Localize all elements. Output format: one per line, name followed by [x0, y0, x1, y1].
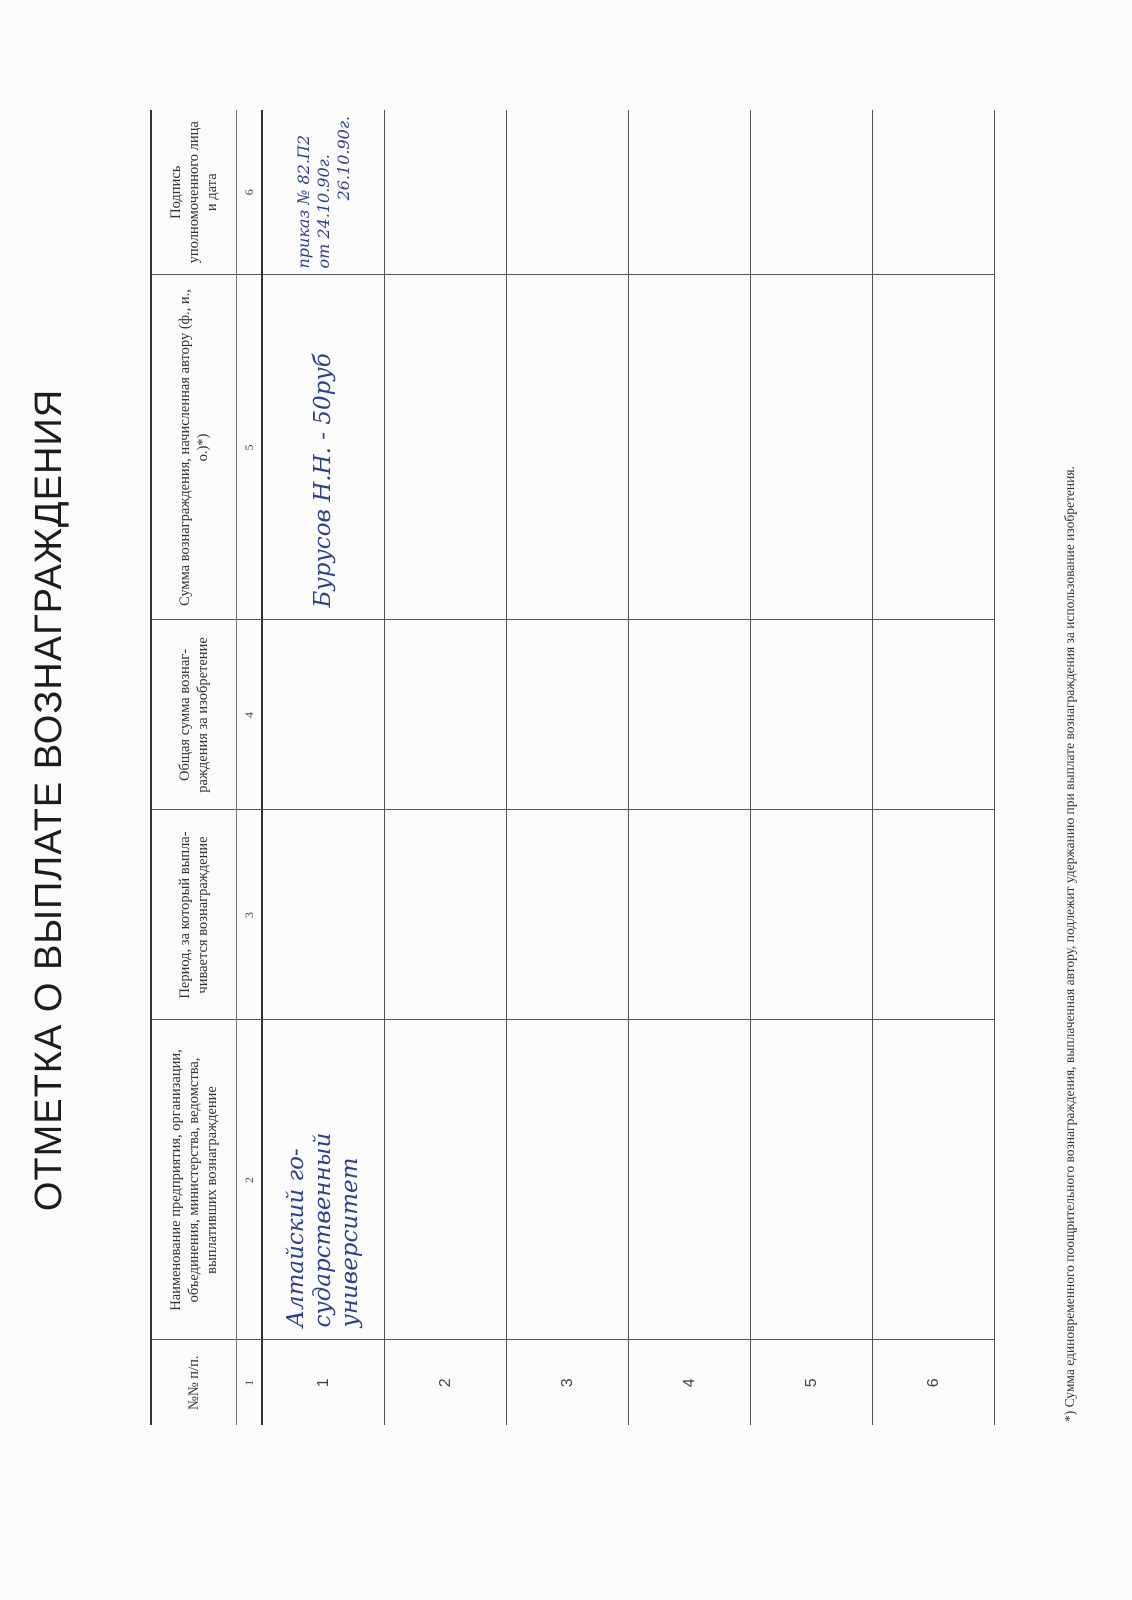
organization-cell	[385, 1020, 507, 1340]
col-number: 4	[237, 620, 263, 810]
period-cell	[629, 810, 751, 1020]
signature-cell	[629, 110, 751, 275]
signature-cell	[751, 110, 873, 275]
author-sum-cell	[385, 275, 507, 620]
author-sum-cell	[751, 275, 873, 620]
header-row	[151, 110, 237, 1425]
col-header-number: №№ п/п.	[151, 1340, 237, 1425]
organization-cell	[873, 1020, 995, 1340]
total-cell	[629, 620, 751, 810]
period-cell	[507, 810, 629, 1020]
col-header-signature: Подпись уполномоченного лица и дата	[151, 110, 237, 275]
signature-cell	[507, 110, 629, 275]
col-number: 3	[237, 810, 263, 1020]
col-number: 5	[237, 275, 263, 620]
organization-cell	[751, 1020, 873, 1340]
col-header-total: Общая сумма вознаг- раждения за изобретение	[151, 620, 237, 810]
handwritten-order-date: от 24.10.90г.	[313, 154, 333, 269]
table-row	[751, 110, 873, 1425]
period-cell	[751, 810, 873, 1020]
payment-table	[150, 110, 995, 1425]
handwritten-order-number: приказ № 82.П2	[293, 134, 313, 269]
period-cell	[262, 810, 385, 1020]
signature-cell	[262, 110, 385, 275]
organization-cell	[262, 1020, 385, 1340]
col-header-organization: Наименование предприятия, организации, объединения, министерства, ведомства, выплативших вознаграждение	[151, 1020, 237, 1340]
col-header-period: Период, за который выпла- чивается вознаграждение	[151, 810, 237, 1020]
organization-cell	[629, 1020, 751, 1340]
row-number: 3	[507, 1340, 629, 1425]
total-cell	[751, 620, 873, 810]
author-sum-cell	[262, 275, 385, 620]
col-number: 2	[237, 1020, 263, 1340]
column-number-row	[237, 110, 263, 1425]
signature-cell	[385, 110, 507, 275]
author-sum-cell	[873, 275, 995, 620]
total-cell	[507, 620, 629, 810]
author-sum-cell	[507, 275, 629, 620]
col-number: 1	[237, 1340, 263, 1425]
table-row	[507, 110, 629, 1425]
row-number: 2	[385, 1340, 507, 1425]
document-title: ОТМЕТКА О ВЫПЛАТЕ ВОЗНАГРАЖДЕНИЯ	[28, 388, 70, 1212]
signature-cell	[873, 110, 995, 275]
row-number: 6	[873, 1340, 995, 1425]
col-number: 6	[237, 110, 263, 275]
organization-cell	[507, 1020, 629, 1340]
table-row	[262, 110, 385, 1425]
table-row	[629, 110, 751, 1425]
handwritten-signature-block	[290, 110, 358, 275]
table-row	[873, 110, 995, 1425]
footnote: *) Сумма единовременного поощрительного вознаграждения, выплаченная автору, подлежит удержанию при выплате вознаграждения за использование изобретения.	[1062, 466, 1077, 1422]
total-cell	[873, 620, 995, 810]
row-number: 4	[629, 1340, 751, 1425]
period-cell	[873, 810, 995, 1020]
col-header-author-sum: Сумма вознаграждения, начисленная автору (ф., и., о.)*)	[151, 275, 237, 620]
author-sum-cell	[629, 275, 751, 620]
table-row	[385, 110, 507, 1425]
row-number: 1	[262, 1340, 385, 1425]
handwritten-sign-date: 26.10.90г.	[333, 116, 353, 201]
row-number: 5	[751, 1340, 873, 1425]
handwritten-organization: Алтайский го- сударственный университет	[283, 1132, 363, 1328]
handwritten-author-sum: Бурусов Н.Н. - 50руб	[310, 353, 336, 608]
total-cell	[262, 620, 385, 810]
period-cell	[385, 810, 507, 1020]
total-cell	[385, 620, 507, 810]
